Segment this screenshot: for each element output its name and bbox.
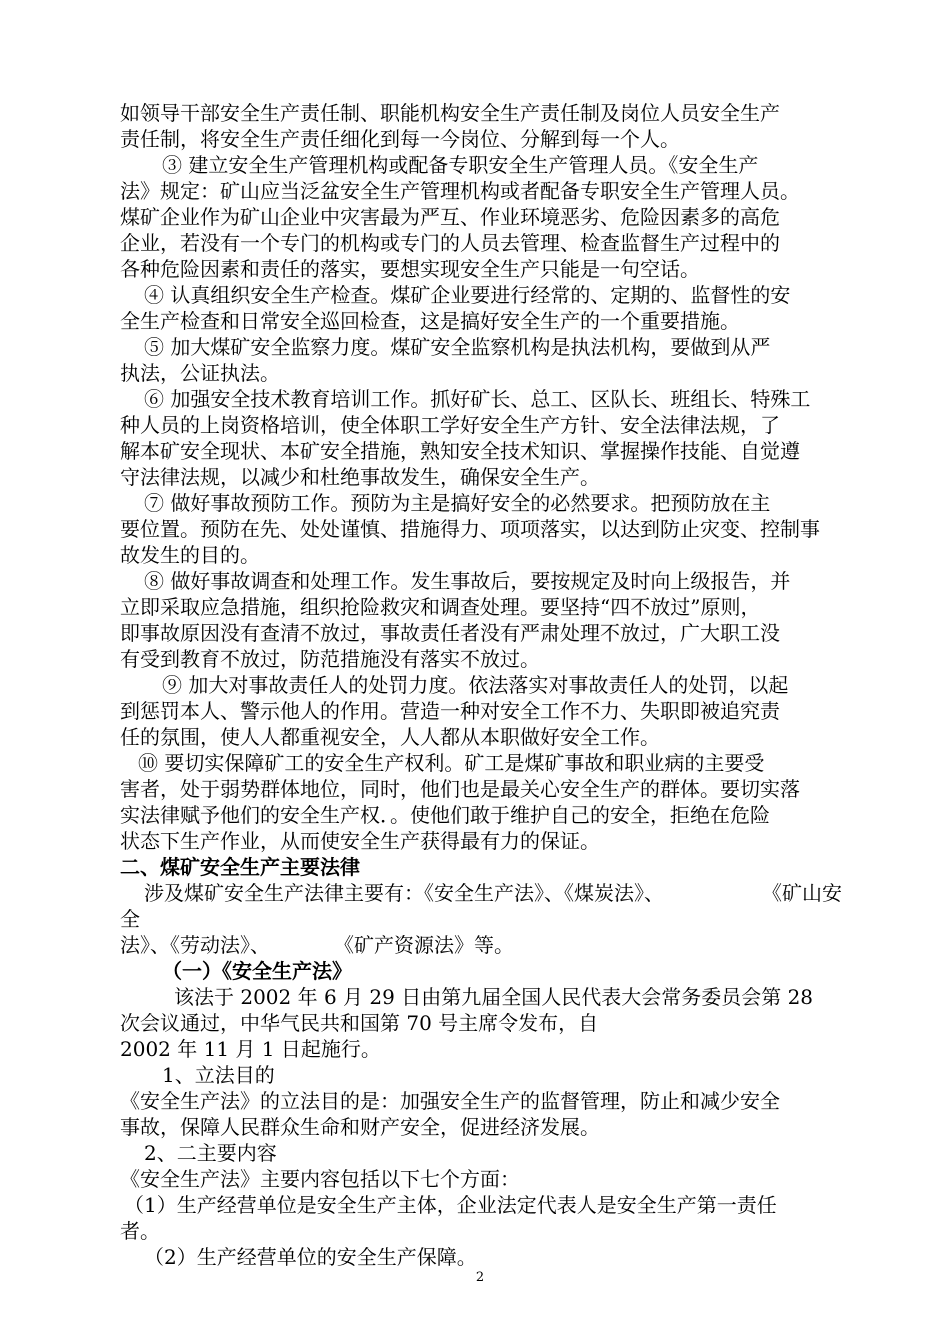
text-line: 立即采取应急措施，组织抢险救灾和调查处理。要坚持“四不放过”原则， [120, 595, 761, 619]
text-line: （2）生产经营单位的安全生产保障。 [144, 1245, 477, 1269]
text-line: 《安全生产法》的立法目的是：加强安全生产的监督管理，防止和减少安全 [120, 1089, 780, 1113]
text-line: 1、立法目的 [162, 1063, 275, 1087]
text-line: 全 [120, 907, 140, 931]
text-line: 实法律赋予他们的安全生产权．。使他们敢于维护自己的安全，拒绝在危险 [120, 803, 770, 827]
text-line: ⑥ 加强安全技术教育培训工作。抓好矿长、总工、区队长、班组长、特殊工 [144, 387, 811, 411]
text-line: 《矿产资源法》等。 [334, 933, 514, 957]
text-line: 到惩罚本人、警示他人的作用。营造一种对安全工作不力、失职即被追究责 [120, 699, 780, 723]
text-line: 如领导干部安全生产责任制、职能机构安全生产责任制及岗位人员安全生产 [120, 101, 780, 125]
text-line: ④ 认真组织安全生产检查。煤矿企业要进行经常的、定期的、监督性的安 [144, 283, 791, 307]
text-line: 害者，处于弱势群体地位，同时，他们也是最关心安全生产的群体。要切实落 [120, 777, 800, 801]
text-line: 任的氛围，使人人都重视安全，人人都从本职做好安全工作。 [120, 725, 660, 749]
text-line: ⑦ 做好事故预防工作。预防为主是搞好安全的必然要求。把预防放在主 [144, 491, 771, 515]
text-line: 故发生的目的。 [120, 543, 260, 567]
text-line: 该法于 2002 年 6 月 29 日由第九届全国人民代表大会常务委员会第 28 [174, 985, 814, 1009]
text-line: 者。 [120, 1219, 160, 1243]
text-line: ⑧ 做好事故调查和处理工作。发生事故后，要按规定及时向上级报告，并 [144, 569, 791, 593]
text-line: （1）生产经营单位是安全生产主体，企业法定代表人是安全生产第一责任 [124, 1193, 777, 1217]
text-line: 法》、《劳动法》、 [120, 933, 270, 957]
text-line: 各种危险因素和责任的落实，要想实现安全生产只能是一句空话。 [120, 257, 700, 281]
text-line: 2、二主要内容 [144, 1141, 277, 1165]
text-line: 全生产检查和日常安全巡回检查，这是搞好安全生产的一个重要措施。 [120, 309, 740, 333]
text-line: 《安全生产法》主要内容包括以下七个方面： [120, 1167, 520, 1191]
text-line: 解本矿安全现状、本矿安全措施，熟知安全技术知识、掌握操作技能、自觉遵 [120, 439, 800, 463]
text-line: 即事故原因没有查清不放过，事故责任者没有严肃处理不放过，广大职工没 [120, 621, 780, 645]
text-line: 种人员的上岗资格培训，使全体职工学好安全生产方针、安全法律法规，了 [120, 413, 780, 437]
text-line: 2002 年 11 月 1 日起施行。 [120, 1037, 381, 1061]
text-line: 事故，保障人民群众生命和财产安全，促进经济发展。 [120, 1115, 600, 1139]
text-line: 《矿山安 [762, 881, 842, 905]
text-line: 要位置。预防在先、处处谨慎、措施得力、项项落实，以达到防止灾变、控制事 [120, 517, 820, 541]
text-line: ⑨ 加大对事故责任人的处罚力度。依法落实对事故责任人的处罚，以起 [162, 673, 789, 697]
text-line: 守法律法规，以减少和杜绝事故发生，确保安全生产。 [120, 465, 600, 489]
page-number: 2 [475, 1270, 485, 1285]
text-line: ⑤ 加大煤矿安全监察力度。煤矿安全监察机构是执法机构，要做到从严 [144, 335, 771, 359]
text-line: ⑩ 要切实保障矿工的安全生产权利。矿工是煤矿事故和职业病的主要受 [138, 751, 765, 775]
text-line: 涉及煤矿安全生产法律主要有：《安全生产法》、《煤炭法》、 [144, 881, 664, 905]
text-line: 煤矿企业作为矿山企业中灾害最为严互、作业环境恶劣、危险因素多的高危 [120, 205, 780, 229]
text-line: 有受到教育不放过，防范措施没有落实不放过。 [120, 647, 540, 671]
text-line: 次会议通过，中华气民共和国第 70 号主席令发布，自 [120, 1011, 599, 1035]
text-line: 法》规定：矿山应当泛盆安全生产管理机构或者配备专职安全生产管理人员。 [120, 179, 800, 203]
text-line: 执法，公证执法。 [120, 361, 280, 385]
text-line: ③ 建立安全生产管理机构或配备专职安全生产管理人员。《安全生产 [162, 153, 759, 177]
section-heading: 二、煤矿安全生产主要法律 [120, 855, 360, 879]
text-line: 责任制，将安全生产责任细化到每一今岗位、分解到每一个人。 [120, 127, 680, 151]
text-line: 企业，若没有一个专门的机构或专门的人员去管理、检查监督生产过程中的 [120, 231, 780, 255]
subsection-heading: （一）《安全生产法》 [162, 959, 352, 983]
text-line: 状态下生产作业，从而使安全生产获得最有力的保证。 [120, 829, 600, 853]
